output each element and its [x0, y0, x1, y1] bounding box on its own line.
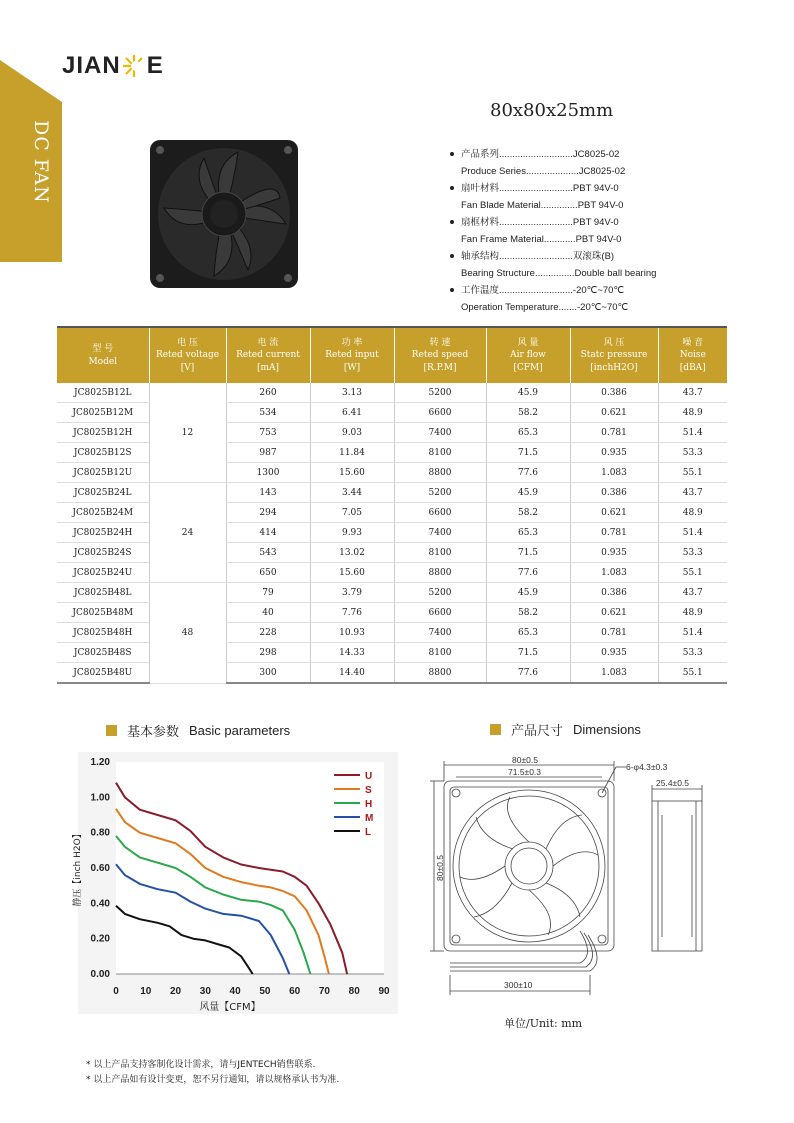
- table-cell: 0.935: [570, 643, 658, 663]
- spec-row: [448, 248, 748, 265]
- table-header-cell: [310, 328, 394, 383]
- fan-product-photo: [148, 138, 300, 290]
- y-tick-label: 0.40: [90, 898, 110, 910]
- table-cell: 53.3: [658, 443, 727, 463]
- table-cell: 143: [226, 483, 310, 503]
- section-marker-icon: [106, 725, 117, 736]
- table-cell: 7400: [394, 623, 486, 643]
- table-cell: 3.79: [310, 583, 394, 603]
- table-cell: 77.6: [486, 663, 570, 684]
- sun-logo-icon: [122, 54, 146, 78]
- table-cell: 8100: [394, 643, 486, 663]
- table-cell: 8100: [394, 543, 486, 563]
- header-unit: [inchH2O]: [590, 362, 638, 373]
- legend-label-L: L: [365, 827, 372, 838]
- table-cell: 65.3: [486, 623, 570, 643]
- table-cell: 6600: [394, 403, 486, 423]
- header-cn: 功 率: [341, 337, 363, 348]
- legend-label-U: U: [365, 771, 373, 782]
- spec-dots: ............................: [499, 183, 573, 194]
- table-cell: 9.03: [310, 423, 394, 443]
- model-cell: JC8025B24S: [57, 543, 149, 563]
- table-cell: 753: [226, 423, 310, 443]
- side-tab-label: DC FAN: [30, 120, 52, 204]
- model-cell: JC8025B24U: [57, 563, 149, 583]
- dimension-drawing: [430, 755, 730, 1005]
- dim-cable-label: 300±10: [504, 980, 533, 990]
- table-row: [57, 383, 727, 403]
- section-title-en: Dimensions: [573, 722, 641, 737]
- table-header-cell: [658, 328, 727, 383]
- table-cell: 79: [226, 583, 310, 603]
- model-cell: JC8025B12S: [57, 443, 149, 463]
- header-en: Reted speed: [411, 350, 469, 361]
- pq-curve-chart: [73, 752, 398, 1014]
- table-cell: 3.44: [310, 483, 394, 503]
- table-cell: 45.9: [486, 583, 570, 603]
- table-cell: 0.621: [570, 403, 658, 423]
- model-cell: JC8025B48S: [57, 643, 149, 663]
- table-cell: 65.3: [486, 523, 570, 543]
- table-cell: 10.93: [310, 623, 394, 643]
- table-cell: 0.935: [570, 543, 658, 563]
- header-unit: [W]: [343, 362, 361, 373]
- table-cell: 43.7: [658, 483, 727, 503]
- x-tick-label: 10: [140, 986, 152, 997]
- table-row: [57, 583, 727, 603]
- spec-row: [448, 231, 748, 248]
- x-tick-label: 90: [378, 986, 390, 997]
- table-cell: 414: [226, 523, 310, 543]
- model-cell: JC8025B24H: [57, 523, 149, 543]
- legend-label-H: H: [365, 799, 373, 810]
- table-cell: 6.41: [310, 403, 394, 423]
- y-tick-label: 1.00: [90, 792, 110, 804]
- table-header-cell: [486, 328, 570, 383]
- header-en: Reted input: [325, 350, 379, 361]
- section-marker-icon: [490, 724, 501, 735]
- model-cell: JC8025B12H: [57, 423, 149, 443]
- model-cell: JC8025B24M: [57, 503, 149, 523]
- table-header-cell: [149, 328, 226, 383]
- voltage-cell: 24: [149, 483, 226, 583]
- table-cell: 43.7: [658, 583, 727, 603]
- x-tick-label: 70: [318, 986, 331, 997]
- header-cn: 电 流: [257, 337, 279, 348]
- legend-label-M: M: [365, 813, 374, 824]
- header-unit: [R.P.M]: [423, 362, 457, 373]
- table-cell: 48.9: [658, 403, 727, 423]
- spec-value: JC8025-02: [572, 149, 620, 160]
- section-basic-parameters: [106, 721, 290, 740]
- table-cell: 650: [226, 563, 310, 583]
- table-cell: 3.13: [310, 383, 394, 403]
- table-cell: 55.1: [658, 663, 727, 684]
- table-cell: 48.9: [658, 603, 727, 623]
- model-cell: JC8025B48L: [57, 583, 149, 603]
- table-cell: 0.386: [570, 483, 658, 503]
- model-cell: JC8025B48H: [57, 623, 149, 643]
- table-cell: 300: [226, 663, 310, 684]
- table-cell: 0.935: [570, 443, 658, 463]
- spec-row: [448, 180, 748, 197]
- table-cell: 43.7: [658, 383, 727, 403]
- table-cell: 71.5: [486, 443, 570, 463]
- footnote-1: * 以上产品支持客制化设计需求，请与JENTECH销售联系.: [86, 1060, 316, 1070]
- model-cell: JC8025B12L: [57, 383, 149, 403]
- y-tick-label: 0.80: [90, 827, 110, 839]
- spec-label: Fan Blade Material: [461, 200, 541, 211]
- table-cell: 14.33: [310, 643, 394, 663]
- table-cell: 260: [226, 383, 310, 403]
- section-title-cn: 产品尺寸: [511, 723, 564, 738]
- header-cn: 风 压: [603, 337, 625, 348]
- spec-list: [448, 146, 748, 316]
- table-cell: 6600: [394, 603, 486, 623]
- table-cell: 58.2: [486, 403, 570, 423]
- header-unit: [CFM]: [513, 362, 543, 373]
- table-row: [57, 483, 727, 503]
- section-dimensions: [490, 720, 641, 739]
- model-cell: JC8025B12M: [57, 403, 149, 423]
- table-cell: 51.4: [658, 423, 727, 443]
- spec-value: 双滚珠(B): [572, 251, 615, 262]
- header-cn: 电 压: [177, 337, 198, 348]
- spec-dots: ............................: [499, 285, 573, 296]
- table-cell: 543: [226, 543, 310, 563]
- table-cell: 8800: [394, 663, 486, 684]
- table-cell: 51.4: [658, 523, 727, 543]
- spec-label: 扇叶材料: [461, 183, 500, 194]
- table-cell: 8800: [394, 463, 486, 483]
- dim-hole-label: 6-φ4.3±0.3: [626, 762, 668, 772]
- spec-row: [448, 197, 748, 214]
- table-cell: 0.386: [570, 383, 658, 403]
- x-tick-label: 20: [169, 986, 182, 997]
- table-cell: 15.60: [310, 563, 394, 583]
- table-header-cell: [570, 328, 658, 383]
- table-cell: 0.781: [570, 523, 658, 543]
- spec-dots: ....................: [525, 166, 579, 177]
- dim-depth-label: 25.4±0.5: [656, 778, 690, 788]
- spec-value: -20℃~70℃: [577, 302, 629, 313]
- spec-label: 扇框材料: [461, 217, 500, 228]
- table-cell: 55.1: [658, 463, 727, 483]
- spec-row: [448, 299, 748, 316]
- table-cell: 45.9: [486, 383, 570, 403]
- y-tick-label: 1.20: [90, 757, 110, 768]
- spec-value: JC8025-02: [578, 166, 626, 177]
- spec-label: Operation Temperature: [461, 302, 559, 313]
- x-tick-label: 40: [229, 986, 241, 997]
- table-cell: 45.9: [486, 483, 570, 503]
- table-header-row: [57, 328, 727, 383]
- table-cell: 58.2: [486, 503, 570, 523]
- dim-height-label: 80±0.5: [435, 855, 445, 881]
- table-cell: 534: [226, 403, 310, 423]
- spec-row: [448, 265, 748, 282]
- y-tick-label: 0.00: [90, 969, 110, 980]
- table-cell: 1.083: [570, 663, 658, 684]
- logo-text-right: E: [146, 52, 164, 79]
- x-tick-label: 80: [348, 986, 360, 997]
- table-cell: 228: [226, 623, 310, 643]
- table-cell: 14.40: [310, 663, 394, 684]
- table-body: [57, 383, 727, 683]
- table-cell: 0.621: [570, 503, 658, 523]
- table-cell: 0.621: [570, 603, 658, 623]
- table-cell: 9.93: [310, 523, 394, 543]
- header-unit: [dBA]: [679, 362, 706, 373]
- spec-value: PBT 94V-0: [572, 183, 619, 194]
- spec-row: [448, 163, 748, 180]
- header-unit: [mA]: [256, 362, 280, 373]
- table-cell: 5200: [394, 383, 486, 403]
- dim-width-label: 80±0.5: [512, 755, 538, 765]
- spec-dots: ............................: [499, 251, 573, 262]
- table-cell: 13.02: [310, 543, 394, 563]
- dim-inner-label: 71.5±0.3: [508, 767, 542, 777]
- y-tick-label: 0.60: [90, 863, 110, 874]
- spec-dots: ..............: [540, 200, 578, 211]
- table-cell: 298: [226, 643, 310, 663]
- brand-logo: [62, 52, 164, 80]
- table-cell: 1300: [226, 463, 310, 483]
- spec-dots: ............: [543, 234, 576, 245]
- header-en: Model: [88, 356, 118, 367]
- spec-value: PBT 94V-0: [575, 234, 622, 245]
- header-en: Reted current: [236, 350, 300, 361]
- table-cell: 7400: [394, 523, 486, 543]
- footnote-2: * 以上产品如有设计变更，恕不另行通知，请以规格承认书为准.: [86, 1075, 340, 1085]
- table-cell: 11.84: [310, 443, 394, 463]
- table-cell: 987: [226, 443, 310, 463]
- table-cell: 0.781: [570, 423, 658, 443]
- x-tick-label: 50: [259, 986, 271, 997]
- spec-label: Produce Series: [461, 166, 526, 177]
- spec-dots: ............................: [499, 149, 573, 160]
- header-cn: 型 号: [92, 344, 114, 354]
- model-cell: JC8025B12U: [57, 463, 149, 483]
- table-cell: 0.386: [570, 583, 658, 603]
- section-title-cn: 基本参数: [127, 724, 180, 739]
- table-cell: 0.781: [570, 623, 658, 643]
- legend-label-S: S: [365, 785, 372, 796]
- table-cell: 8800: [394, 563, 486, 583]
- plot-area: [116, 762, 384, 974]
- table-cell: 294: [226, 503, 310, 523]
- y-axis-label: 静压【inch H2O】: [73, 829, 83, 907]
- spec-row: [448, 146, 748, 163]
- product-size-title: 80x80x25mm: [490, 100, 614, 121]
- spec-value: PBT 94V-0: [572, 217, 619, 228]
- spec-label: 工作温度: [461, 285, 500, 296]
- table-header-cell: [57, 328, 149, 383]
- table-cell: 77.6: [486, 463, 570, 483]
- header-cn: 转 速: [429, 337, 451, 348]
- spec-label: 轴承结构: [461, 251, 500, 262]
- table-cell: 5200: [394, 483, 486, 503]
- table-cell: 55.1: [658, 563, 727, 583]
- table-cell: 48.9: [658, 503, 727, 523]
- table-cell: 7.76: [310, 603, 394, 623]
- table-cell: 65.3: [486, 423, 570, 443]
- header-en: Statc pressure: [580, 350, 648, 361]
- spec-label: Fan Frame Material: [461, 234, 544, 245]
- table-cell: 7400: [394, 423, 486, 443]
- model-cell: JC8025B24L: [57, 483, 149, 503]
- table-cell: 6600: [394, 503, 486, 523]
- header-cn: 噪 音: [682, 337, 704, 348]
- table-cell: 1.083: [570, 563, 658, 583]
- header-en: Air flow: [510, 350, 546, 361]
- header-en: Reted voltage: [155, 350, 220, 361]
- table-cell: 7.05: [310, 503, 394, 523]
- y-tick-label: 0.20: [90, 933, 110, 945]
- table-cell: 77.6: [486, 563, 570, 583]
- table-header-cell: [394, 328, 486, 383]
- table-cell: 5200: [394, 583, 486, 603]
- header-unit: [V]: [180, 362, 195, 373]
- x-tick-label: 30: [199, 986, 211, 997]
- spec-value: Double ball bearing: [574, 268, 657, 279]
- table-cell: 53.3: [658, 543, 727, 563]
- model-cell: JC8025B48U: [57, 663, 149, 684]
- table-cell: 15.60: [310, 463, 394, 483]
- spec-row: [448, 214, 748, 231]
- header-en: Noise: [679, 350, 706, 361]
- voltage-cell: 12: [149, 383, 226, 483]
- spec-value: -20℃~70℃: [572, 285, 625, 296]
- table-cell: 53.3: [658, 643, 727, 663]
- spec-dots: .......: [558, 302, 578, 313]
- logo-text-left: JIAN: [62, 52, 121, 79]
- table-cell: 71.5: [486, 543, 570, 563]
- table-cell: 51.4: [658, 623, 727, 643]
- model-cell: JC8025B48M: [57, 603, 149, 623]
- x-tick-label: 60: [289, 986, 301, 997]
- header-cn: 风 量: [517, 337, 539, 348]
- section-title-en: Basic parameters: [189, 723, 291, 738]
- spec-dots: ...............: [534, 268, 575, 279]
- table-cell: 1.083: [570, 463, 658, 483]
- x-axis-label: 风量【CFM】: [199, 1002, 261, 1013]
- table-cell: 58.2: [486, 603, 570, 623]
- table-header-cell: [226, 328, 310, 383]
- spec-value: PBT 94V-0: [577, 200, 624, 211]
- spec-row: [448, 282, 748, 299]
- voltage-cell: 48: [149, 583, 226, 684]
- table-cell: 71.5: [486, 643, 570, 663]
- spec-table: [57, 328, 727, 684]
- unit-label: 单位/Unit: mm: [504, 1017, 583, 1030]
- spec-dots: ............................: [499, 217, 573, 228]
- spec-label: Bearing Structure: [461, 268, 535, 279]
- spec-label: 产品系列: [461, 149, 500, 160]
- x-tick-label: 0: [113, 986, 119, 997]
- table-cell: 40: [226, 603, 310, 623]
- table-cell: 8100: [394, 443, 486, 463]
